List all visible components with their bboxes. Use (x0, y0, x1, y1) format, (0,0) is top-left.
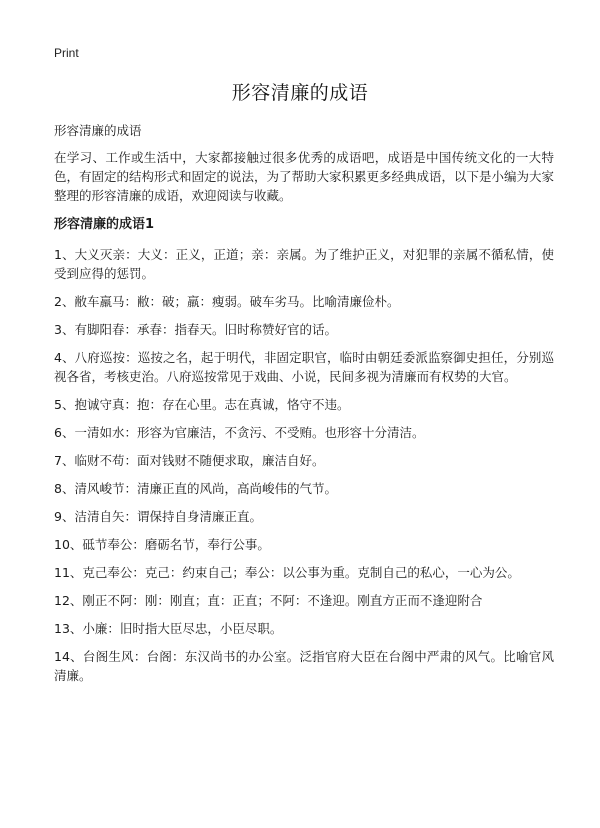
list-item: 5、抱诚守真：抱：存在心里。志在真诚，恪守不违。 (54, 397, 350, 412)
list-item: 6、一清如水：形容为官廉洁，不贪污、不受贿。也形容十分清洁。 (54, 425, 425, 440)
idiom-list (54, 245, 554, 694)
list-item: 4、八府巡按：巡按之名，起于明代，非固定职官，临时由朝廷委派监察御史担任，分别巡视各省，考核吏治。八府巡按常见于戏曲、小说，民间多视为清廉而有权势的大官。 (54, 350, 554, 384)
document-subtitle: 形容清廉的成语 (54, 123, 142, 138)
list-item: 1、大义灭亲：大义：正义，正道；亲：亲属。为了维护正义，对犯罪的亲属不循私情，使受到应得的惩罚。 (54, 247, 554, 281)
list-item: 12、刚正不阿：刚：刚直；直：正直；不阿：不逢迎。刚直方正而不逢迎附合 (54, 593, 483, 608)
list-item: 9、洁清自矢：谓保持自身清廉正直。 (54, 509, 262, 524)
list-item: 3、有脚阳春：承春：指春天。旧时称赞好官的话。 (54, 322, 337, 337)
list-item: 8、清风峻节：清廉正直的风尚，高尚峻伟的气节。 (54, 481, 337, 496)
print-label: Print (54, 46, 79, 60)
list-item: 7、临财不苟：面对钱财不随便求取，廉洁自好。 (54, 453, 325, 468)
list-item: 11、克己奉公：克己：约束自己；奉公：以公事为重。克制自己的私心，一心为公。 (54, 565, 520, 580)
list-item: 10、砥节奉公：磨砺名节，奉行公事。 (54, 537, 270, 552)
list-item: 14、台阁生风：台阁：东汉尚书的办公室。泛指官府大臣在台阁中严肃的风气。比喻官风清廉。 (54, 649, 554, 683)
section-heading: 形容清廉的成语1 (54, 217, 155, 232)
intro-paragraph: 在学习、工作或生活中，大家都接触过很多优秀的成语吧，成语是中国传统文化的一大特色，有固定的结构形式和固定的说法，为了帮助大家积累更多经典成语，以下是小编为大家整理的形容清廉的成语，欢迎阅读与收藏。 (54, 150, 555, 203)
list-item: 2、敝车羸马：敝：破；羸：瘦弱。破车劣马。比喻清廉俭朴。 (54, 294, 400, 309)
page-title: 形容清廉的成语 (231, 82, 369, 104)
list-item: 13、小廉：旧时指大臣尽忠，小臣尽职。 (54, 621, 283, 636)
